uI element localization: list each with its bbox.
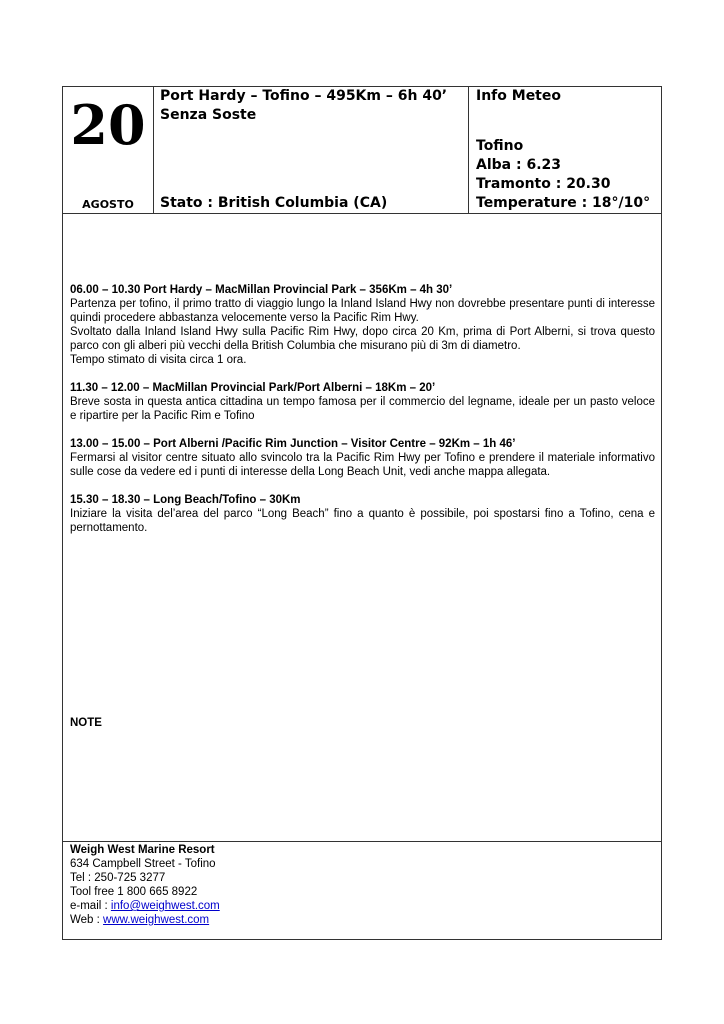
- itinerary-segment: [70, 381, 655, 423]
- segment-text: Iniziare la visita del’area del parco “Long Beach” fino a quanto è possibile, poi spostarsi fino a Tofino, cena e pernottamento.: [70, 508, 655, 534]
- route-line: Port Hardy – Tofino – 495Km – 6h 40’: [160, 88, 448, 104]
- state-label: Stato : British Columbia (CA): [160, 195, 388, 211]
- itinerary-body: [63, 213, 661, 842]
- itinerary-page: [62, 86, 662, 940]
- hotel-address: 634 Campbell Street - Tofino: [70, 858, 216, 870]
- temperature: Temperature : 18°/10°: [476, 195, 651, 211]
- email-link[interactable]: info@weighwest.com: [110, 900, 220, 912]
- meteo-cell: [469, 87, 661, 213]
- segment-text: Fermarsi al visitor centre situato allo svincolo tra la Pacific Rim Hwy per Tofino e prendere il materiale informativo sulle cose da vedere ed i punti di interesse della Long Beach Unit, vedi anche mappa allegata.: [70, 452, 655, 478]
- itinerary-segment: [70, 437, 655, 479]
- route-subtitle: Senza Soste: [160, 107, 257, 123]
- web-link[interactable]: www.weighwest.com: [103, 914, 210, 926]
- accommodation-info: [70, 843, 220, 927]
- date-cell: [63, 87, 154, 213]
- email-label: e-mail :: [70, 900, 111, 912]
- month-label: AGOSTO: [82, 198, 134, 211]
- segment-heading: 06.00 – 10.30 Port Hardy – MacMillan Provincial Park – 356Km – 4h 30’: [70, 284, 453, 296]
- sunset: Tramonto : 20.30: [476, 176, 611, 192]
- hotel-phone: Tel : 250-725 3277: [70, 872, 166, 884]
- meteo-city: Tofino: [476, 138, 524, 154]
- route-title: [160, 87, 447, 125]
- meteo-info: [476, 137, 650, 213]
- segment-heading: 13.00 – 15.00 – Port Alberni /Pacific Rim Junction – Visitor Centre – 92Km – 1h 46’: [70, 438, 516, 450]
- segment-heading: 15.30 – 18.30 – Long Beach/Tofino – 30Km: [70, 494, 301, 506]
- hotel-toll-free: Tool free 1 800 665 8922: [70, 886, 198, 898]
- itinerary-list: [70, 283, 655, 549]
- segment-text: Svoltato dalla Inland Island Hwy sulla Pacific Rim Hwy, dopo circa 20 Km, prima di Port Alberni, si trova questo parco con gli alberi più vecchi della British Columbia che misurano più di 3m di diametro.: [70, 326, 655, 352]
- day-number: 20: [70, 93, 146, 157]
- itinerary-segment: [70, 283, 655, 367]
- day-header: [63, 87, 661, 214]
- route-cell: [154, 87, 469, 213]
- segment-heading: 11.30 – 12.00 – MacMillan Provincial Park/Port Alberni – 18Km – 20’: [70, 382, 436, 394]
- note-label: NOTE: [70, 717, 102, 729]
- hotel-name: Weigh West Marine Resort: [70, 844, 215, 856]
- hotel-web-row: [70, 913, 220, 927]
- web-label: Web :: [70, 914, 104, 926]
- itinerary-segment: [70, 493, 655, 535]
- sunrise: Alba : 6.23: [476, 157, 561, 173]
- segment-text: Tempo stimato di visita circa 1 ora.: [70, 354, 247, 366]
- meteo-title: Info Meteo: [476, 88, 561, 104]
- hotel-email-row: [70, 899, 220, 913]
- segment-text: Partenza per tofino, il primo tratto di viaggio lungo la Inland Island Hwy non dovrebbe presentare punti di interesse quindi procedere abbastanza velocemente verso la Pacific Rim Hwy.: [70, 298, 655, 324]
- segment-text: Breve sosta in questa antica cittadina un tempo famosa per il commercio del legname, ideale per un pasto veloce e ripartire per la Pacific Rim e Tofino: [70, 396, 655, 422]
